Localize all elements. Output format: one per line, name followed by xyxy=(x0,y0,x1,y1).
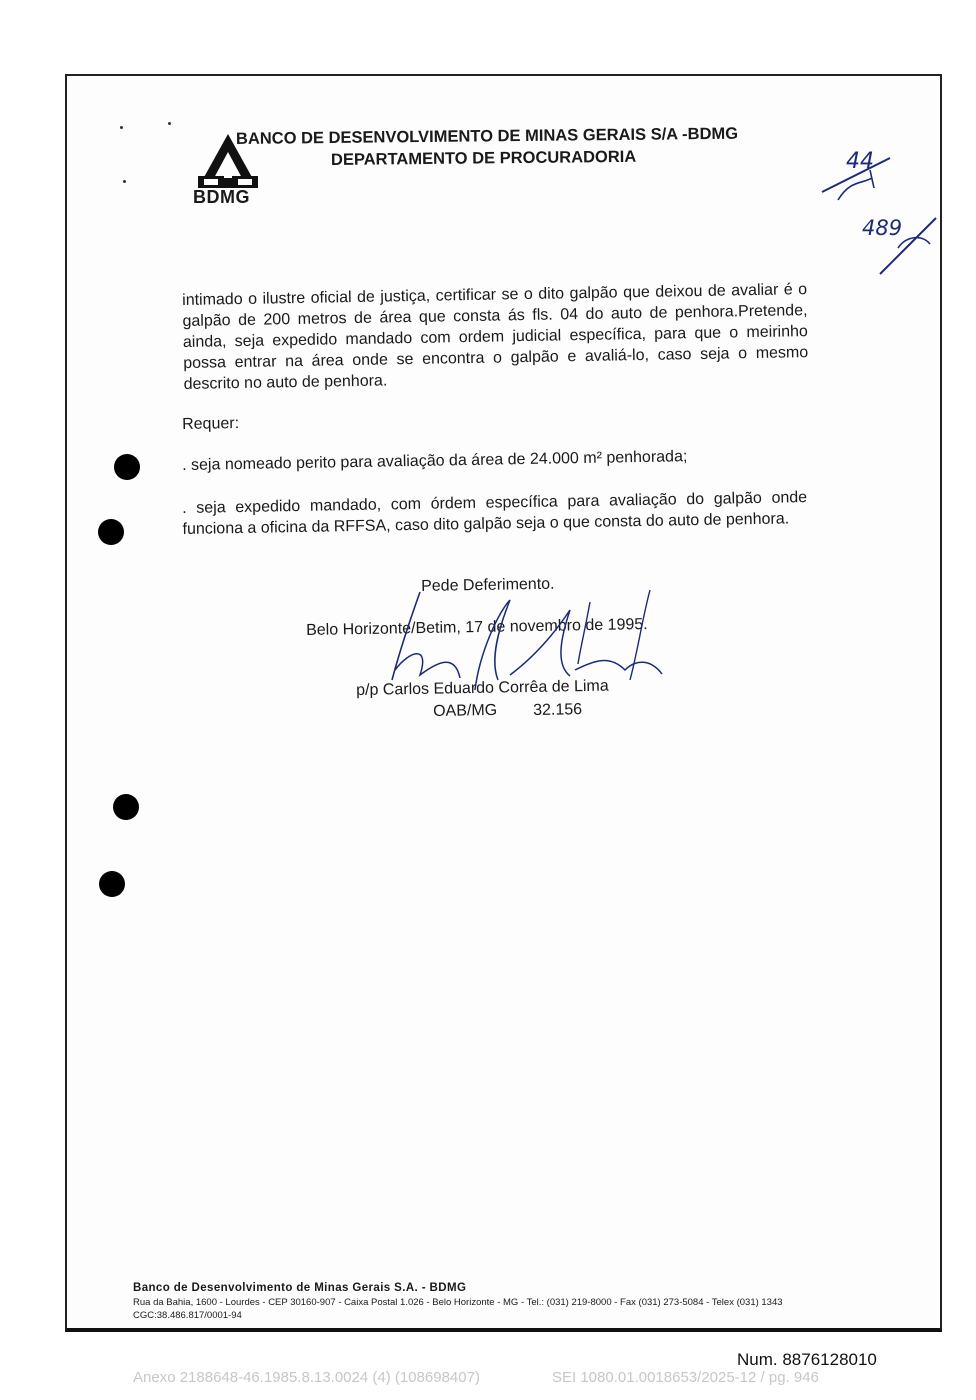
footer-cgc: CGC:38.486.817/0001-94 xyxy=(133,1310,242,1321)
punch-hole xyxy=(114,454,140,480)
punch-hole xyxy=(99,871,125,897)
bank-name-heading: BANCO DE DESENVOLVIMENTO DE MINAS GERAIS S/A -BDMG xyxy=(235,124,739,148)
requer-label: Requer: xyxy=(182,415,240,433)
scan-speck xyxy=(123,180,126,183)
punch-hole xyxy=(113,794,139,820)
department-heading: DEPARTAMENTO DE PROCURADORIA xyxy=(330,147,637,169)
document-number: Num. 8876128010 xyxy=(737,1350,877,1369)
place-date: Belo Horizonte/Betim, 17 de novembro de 1995. xyxy=(306,616,648,639)
request-item: . seja nomeado perito para avaliação da área de 24.000 m² penhorada; xyxy=(182,448,688,474)
svg-text:489: 489 xyxy=(862,216,903,240)
anexo-reference: Anexo 2188648-46.1985.8.13.0024 (4) (108698407) xyxy=(133,1369,480,1386)
scan-speck xyxy=(120,126,123,129)
deferimento-text: Pede Deferimento. xyxy=(421,575,555,595)
request-item: . seja expedido mandado, com órdem específica para avaliação do galpão onde funciona a oficina da RFFSA, caso dito galpão seja o que consta do auto de penhora. xyxy=(182,489,808,538)
body-paragraph: intimado o ilustre oficial de justiça, certificar se o dito galpão que deixou de avaliar é o galpão de 200 metros de área que consta ás fls. 04 do auto de penhora.Pretende, ainda, seja expedido mandado com ordem judicial específica, para que o meirinho possa entrar na área onde se encontra o galpão e avaliá-lo, caso seja o mesmo descrito no auto de penhora. xyxy=(182,281,809,393)
sei-reference: SEI 1080.01.0018653/2025-12 / pg. 946 xyxy=(552,1369,819,1386)
page-number-annotation xyxy=(810,140,950,280)
oab-label: OAB/MG xyxy=(433,701,498,720)
punch-hole xyxy=(98,519,124,545)
scan-speck xyxy=(168,122,171,125)
logo-text: BDMG xyxy=(193,187,250,207)
svg-text:44: 44 xyxy=(846,149,874,174)
oab-number: 32.156 xyxy=(533,701,583,719)
signer-name: p/p Carlos Eduardo Corrêa de Lima xyxy=(356,677,609,699)
footer-title: Banco de Desenvolvimento de Minas Gerais S.A. - BDMG xyxy=(133,1282,467,1294)
footer-address: Rua da Bahia, 1600 - Lourdes - CEP 30160-907 - Caixa Postal 1.026 - Belo Horizonte - MG - Tel.: (031) 219-8000 - Fax (031) 273-5084 - Telex (031) 1343 xyxy=(133,1297,783,1308)
